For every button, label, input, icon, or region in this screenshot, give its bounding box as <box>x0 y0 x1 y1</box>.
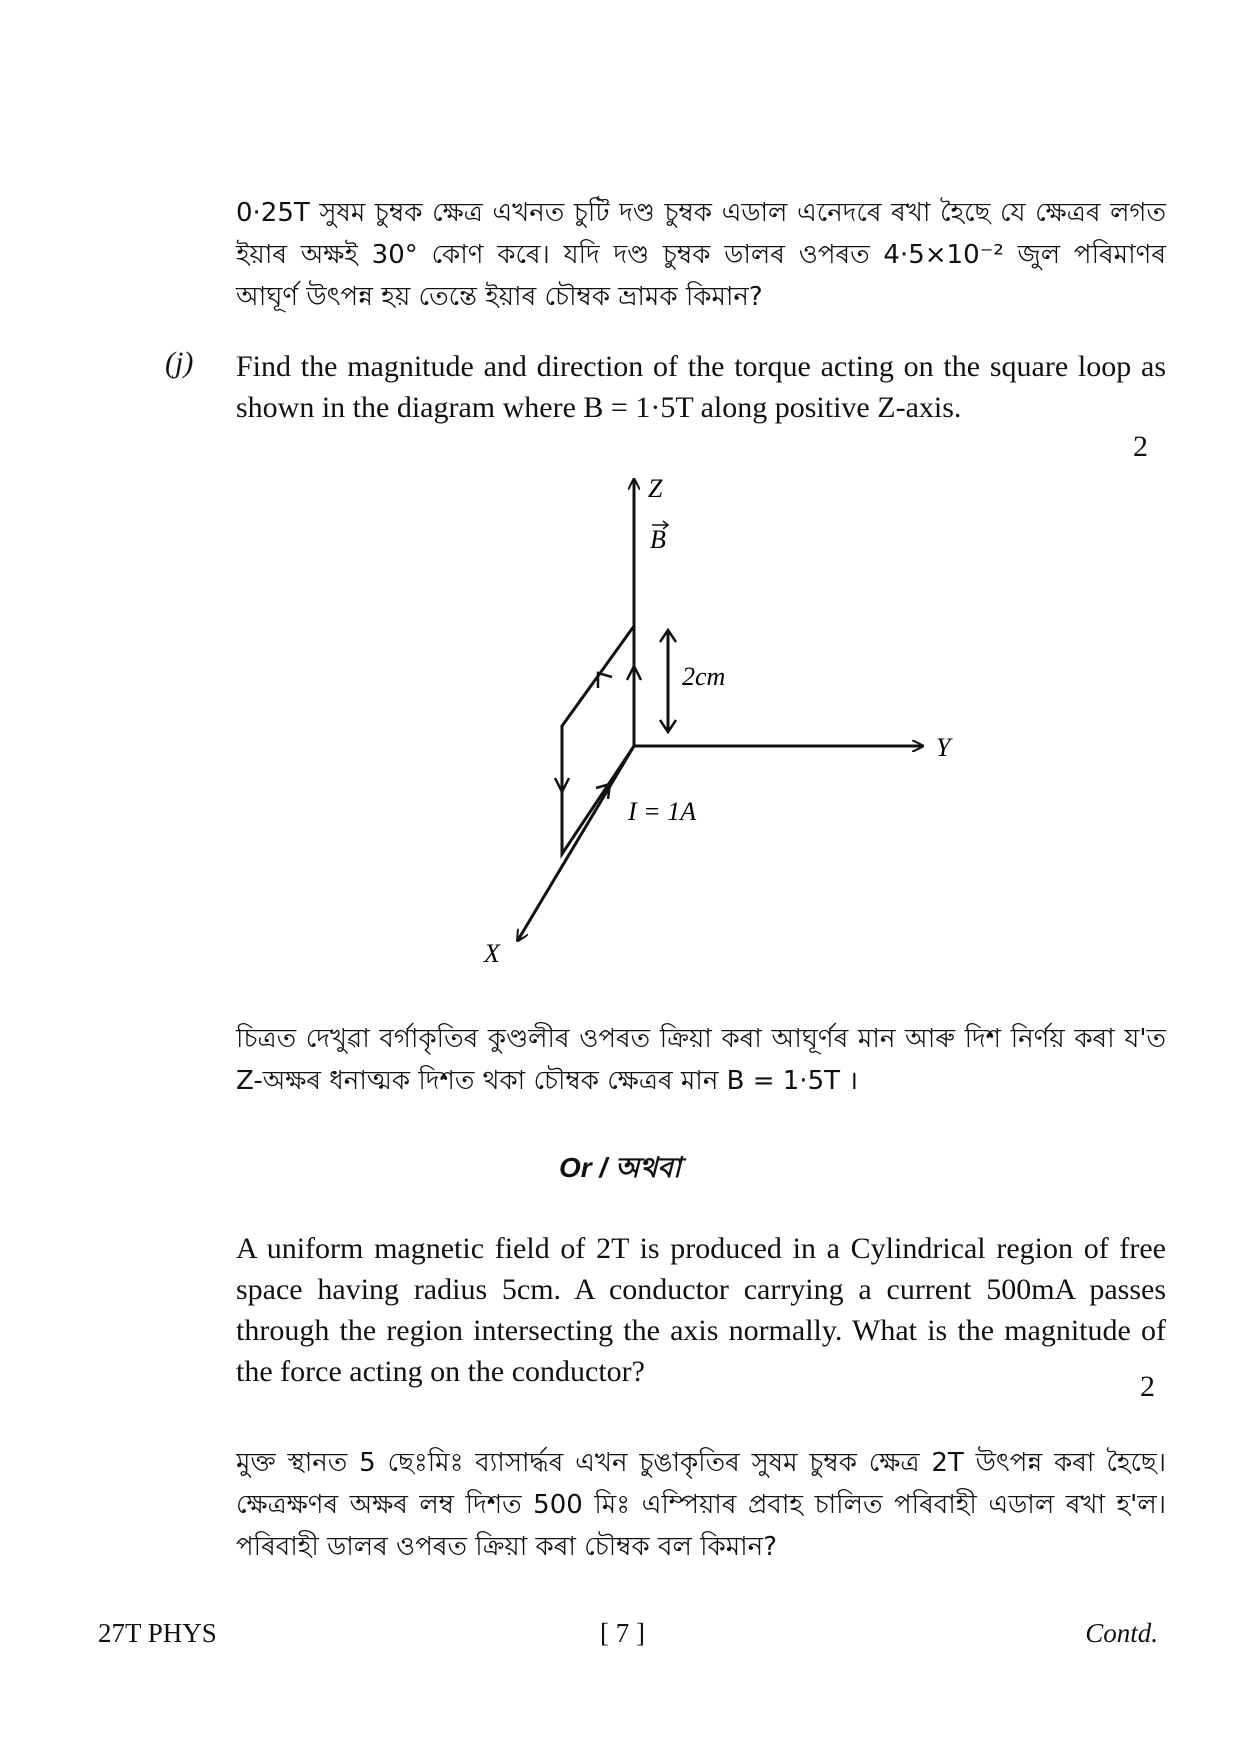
question-j-english: Find the magnitude and direction of the torque acting on the square loop as shown in the diagram where B = 1·5T along positive Z-axis. <box>236 350 1166 424</box>
square-loop-diagram <box>470 470 990 970</box>
or-separator: Or / অথবা <box>558 1152 682 1183</box>
alt-question-assamese: মুক্ত স্থানত 5 ছেঃমিঃ ব্যাসাৰ্দ্ধৰ এখন চুঙাকৃতিৰ সুষম চুম্বক ক্ষেত্র 2T উৎপন্ন কৰা হৈছে। ক্ষেত্রক্ষণৰ অক্ষৰ লম্ব দিশত 500 মিঃ এম্পিয়াৰ প্ৰবাহ চালিত পৰিবাহী এডাল ৰখা হ'ল। পৰিবাহী ডালৰ ওপৰত ক্রিয়া কৰা চৌম্বক বল কিমান? <box>236 1448 1166 1562</box>
alt-question-english: A uniform magnetic field of 2T is produced in a Cylindrical region of free space having radius 5cm. A conductor carrying a current 500mA passes through the region intersecting the axis normally. What is the magnitude of the force acting on the conductor? <box>236 1232 1166 1388</box>
question-j-assamese: চিত্রত দেখুৱা বৰ্গাকৃতিৰ কুণ্ডলীৰ ওপৰত ক্রিয়া কৰা আঘূৰ্ণৰ মান আৰু দিশ নিৰ্ণয় কৰা য'ত Z-অক্ষৰ ধনাত্মক দিশত থকা চৌম্বক ক্ষেত্রৰ মান B = 1·5T । <box>236 1024 1166 1096</box>
current-label: I = 1A <box>628 797 697 826</box>
y-axis-label: Y <box>936 733 951 762</box>
side-length-label: 2cm <box>682 662 726 691</box>
square-loop <box>562 626 634 854</box>
question-j-marks: 2 <box>1133 430 1148 463</box>
question-label: (j) <box>165 346 194 379</box>
alt-question-marks: 2 <box>1140 1370 1155 1403</box>
z-axis-label: Z <box>648 474 663 503</box>
footer-contd: Contd. <box>1085 1618 1158 1648</box>
x-axis-label: X <box>484 939 500 968</box>
footer-code: 27T PHYS <box>98 1618 217 1648</box>
x-axis <box>518 746 634 940</box>
footer-page-number: [ 7 ] <box>600 1618 645 1648</box>
prev-question-assamese: 0·25T সুষম চুম্বক ক্ষেত্র এখনত চুটি দণ্ড চুম্বক এডাল এনেদৰে ৰখা হৈছে যে ক্ষেত্রৰ লগত ইয়াৰ অক্ষই 30° কোণ কৰে। যদি দণ্ড চুম্বক ডালৰ ওপৰত 4·5×10⁻² জুল পৰিমাণৰ আঘূৰ্ণ উৎপন্ন হয় তেন্তে ইয়াৰ চৌম্বক ভ্ৰামক কিমান? <box>236 198 1166 312</box>
field-label: B <box>650 525 666 554</box>
